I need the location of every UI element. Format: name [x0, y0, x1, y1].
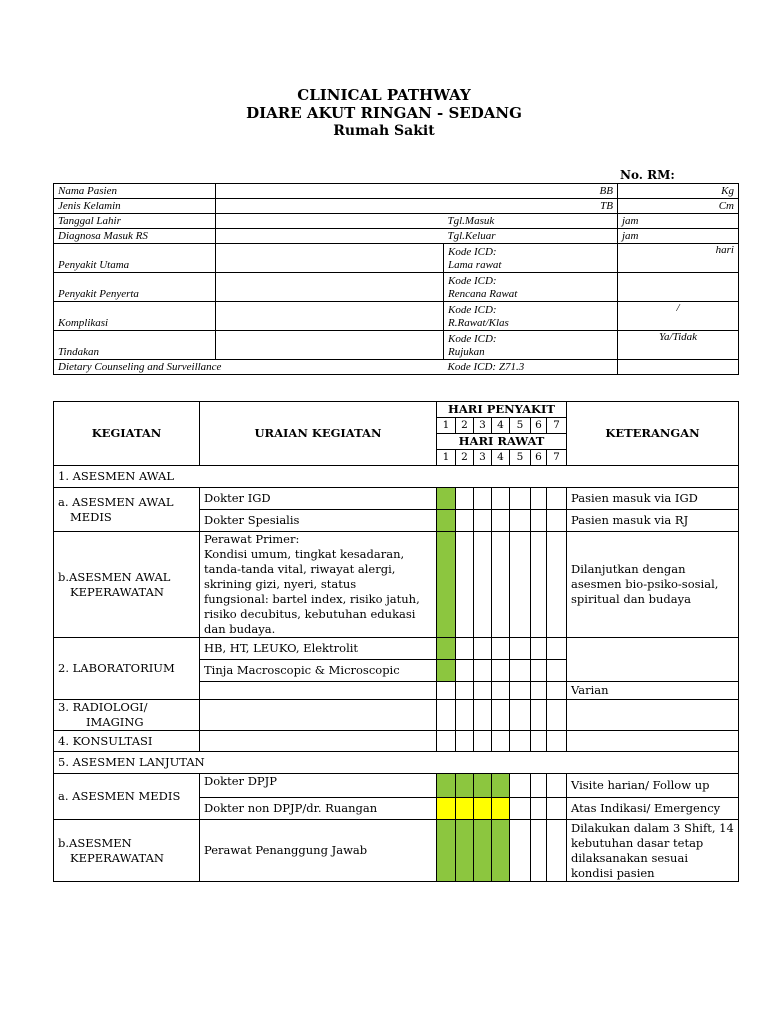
text-line: kondisi pasien	[571, 865, 655, 880]
day-cell	[456, 682, 474, 700]
day-cell-green	[437, 488, 456, 510]
day-cell	[492, 510, 510, 532]
label-slash: /	[618, 302, 739, 331]
text-line: Dilakukan dalam 3 Shift, 14	[571, 820, 734, 835]
day-cell	[531, 510, 547, 532]
day-cell	[492, 731, 510, 752]
blank-cell	[216, 244, 444, 273]
blank-cell	[216, 273, 444, 302]
day-cell	[510, 660, 531, 682]
info-row	[54, 331, 739, 360]
label-rencana-rawat: Rencana Rawat	[448, 288, 518, 300]
label-konsultasi: 4. KONSULTASI	[54, 731, 200, 752]
ket-blank	[567, 700, 739, 731]
uraian-blank	[200, 731, 437, 752]
day-cell	[531, 700, 547, 731]
day-cell	[474, 682, 492, 700]
label-line: KEPERAWATAN	[70, 584, 164, 599]
day-cell	[456, 660, 474, 682]
day-cell-green	[437, 660, 456, 682]
patient-info-table	[53, 183, 739, 375]
label-tindakan: Tindakan	[54, 331, 216, 360]
no-rm-label: No. RM:	[620, 168, 675, 182]
day-number: 3	[474, 450, 492, 466]
day-cell-green	[437, 638, 456, 660]
day-number: 1	[437, 450, 456, 466]
label-jenis-kelamin: Jenis Kelamin	[54, 199, 216, 214]
text-line: kebutuhan dasar tetap	[571, 835, 704, 850]
text-line: spiritual dan budaya	[571, 592, 691, 606]
blank-cell	[216, 214, 444, 229]
day-cell	[531, 638, 547, 660]
day-cell-green	[456, 774, 474, 798]
table-row	[54, 774, 739, 798]
day-cell	[531, 660, 547, 682]
section-row	[54, 466, 739, 488]
day-cell	[547, 774, 567, 798]
blank-cell	[618, 273, 739, 302]
label-asesmen-awal-medis	[54, 488, 200, 532]
day-cell	[547, 798, 567, 820]
header-hari-rawat: HARI RAWAT	[437, 434, 567, 450]
day-cell	[492, 638, 510, 660]
table-row	[54, 488, 739, 510]
day-cell-yellow	[492, 798, 510, 820]
day-number: 2	[456, 418, 474, 434]
day-cell	[474, 731, 492, 752]
label-jam-1: jam	[618, 214, 739, 229]
label-tgl-masuk: Tgl.Masuk	[444, 214, 618, 229]
uraian-dokter-dpjp: Dokter DPJP	[200, 774, 437, 798]
blank-cell	[216, 331, 444, 360]
day-cell	[510, 532, 531, 638]
header-kegiatan: KEGIATAN	[54, 402, 200, 466]
ket-rj: Pasien masuk via RJ	[567, 510, 739, 532]
day-cell	[492, 700, 510, 731]
day-cell	[510, 700, 531, 731]
day-cell	[547, 488, 567, 510]
day-cell	[547, 532, 567, 638]
day-cell	[510, 510, 531, 532]
text-line: asesmen bio-psiko-sosial,	[571, 577, 719, 591]
label-tanggal-lahir: Tanggal Lahir	[54, 214, 216, 229]
day-cell	[547, 660, 567, 682]
day-cell	[510, 638, 531, 660]
label-bb: BB	[216, 184, 618, 199]
icd-cell	[444, 244, 618, 273]
day-cell-yellow	[456, 798, 474, 820]
label-rawat-klas: R.Rawat/Klas	[448, 317, 509, 329]
day-number: 7	[547, 450, 567, 466]
day-cell-green	[492, 820, 510, 882]
day-cell-green	[456, 820, 474, 882]
day-cell	[456, 510, 474, 532]
day-cell	[492, 682, 510, 700]
label-tgl-keluar: Tgl.Keluar	[444, 229, 618, 244]
day-number: 4	[492, 450, 510, 466]
day-cell	[474, 638, 492, 660]
header-uraian: URAIAN KEGIATAN	[200, 402, 437, 466]
day-cell	[547, 731, 567, 752]
day-cell	[456, 532, 474, 638]
day-cell-green	[437, 774, 456, 798]
label-line: b.ASESMEN AWAL	[58, 569, 171, 584]
header-row	[54, 402, 739, 418]
day-cell	[531, 731, 547, 752]
ket-blank	[567, 731, 739, 752]
day-cell	[456, 700, 474, 731]
table-row	[54, 638, 739, 660]
day-cell	[437, 682, 456, 700]
day-cell	[547, 700, 567, 731]
label-hari: hari	[618, 244, 739, 273]
day-cell	[474, 660, 492, 682]
day-cell	[510, 731, 531, 752]
title-line-3: Rumah Sakit	[333, 123, 435, 139]
text-line: risiko decubitus, kebutuhan edukasi	[204, 607, 416, 621]
day-cell-yellow	[474, 798, 492, 820]
label-diagnosa-masuk: Diagnosa Masuk RS	[54, 229, 216, 244]
label-penyakit-penyerta: Penyakit Penyerta	[54, 273, 216, 302]
title-line-2: DIARE AKUT RINGAN - SEDANG	[246, 104, 522, 122]
ket-keperawatan	[567, 532, 739, 638]
label-line: b.ASESMEN	[58, 835, 132, 850]
day-cell	[510, 682, 531, 700]
day-number: 3	[474, 418, 492, 434]
label-dietary: Dietary Counseling and Surveillance	[54, 360, 444, 375]
label-line: IMAGING	[86, 715, 144, 729]
day-cell	[492, 660, 510, 682]
day-cell	[531, 820, 547, 882]
day-number: 6	[531, 418, 547, 434]
info-row	[54, 184, 739, 199]
day-cell-green	[437, 820, 456, 882]
day-cell	[437, 731, 456, 752]
label-radiologi	[54, 700, 200, 731]
blank-cell	[216, 229, 444, 244]
day-cell	[531, 682, 547, 700]
label-kode-icd: Kode ICD:	[448, 275, 497, 287]
text-line: Kondisi umum, tingkat kesadaran,	[204, 547, 405, 561]
info-row	[54, 273, 739, 302]
label-ya-tidak: Ya/Tidak	[618, 331, 739, 360]
day-cell-green	[474, 774, 492, 798]
label-kode-icd: Kode ICD:	[448, 333, 497, 345]
label-asesmen-keperawatan	[54, 820, 200, 882]
day-cell	[437, 700, 456, 731]
table-row	[54, 700, 739, 731]
ket-shift	[567, 820, 739, 882]
day-cell	[547, 510, 567, 532]
header-keterangan: KETERANGAN	[567, 402, 739, 466]
icd-cell	[444, 302, 618, 331]
day-cell	[510, 820, 531, 882]
label-line: MEDIS	[70, 509, 112, 524]
text-line: tanda-tanda vital, riwayat alergi,	[204, 562, 396, 576]
day-cell	[474, 510, 492, 532]
label-nama-pasien: Nama Pasien	[54, 184, 216, 199]
text-line: fungsional: bartel index, risiko jatuh,	[204, 592, 420, 606]
info-row	[54, 199, 739, 214]
ket-dpjp: Visite harian/ Follow up	[567, 774, 739, 798]
info-row	[54, 229, 739, 244]
table-row	[54, 820, 739, 882]
label-kg: Kg	[618, 184, 739, 199]
day-cell	[510, 798, 531, 820]
day-number: 1	[437, 418, 456, 434]
day-cell	[510, 774, 531, 798]
section-row	[54, 752, 739, 774]
label-kode-icd: Kode ICD:	[448, 304, 497, 316]
day-cell	[456, 488, 474, 510]
table-row	[54, 532, 739, 638]
uraian-lab-2: Tinja Macroscopic & Microscopic	[200, 660, 437, 682]
day-cell	[547, 638, 567, 660]
label-asesmen-awal-keperawatan	[54, 532, 200, 638]
day-cell	[492, 488, 510, 510]
day-cell	[474, 488, 492, 510]
day-number: 5	[510, 450, 531, 466]
day-cell	[474, 532, 492, 638]
label-komplikasi: Komplikasi	[54, 302, 216, 331]
uraian-dokter-igd: Dokter IGD	[200, 488, 437, 510]
day-cell-green	[437, 532, 456, 638]
day-cell	[547, 682, 567, 700]
text-line: dilaksanakan sesuai	[571, 850, 688, 865]
pathway-table	[53, 401, 739, 882]
uraian-lab-1: HB, HT, LEUKO, Elektrolit	[200, 638, 437, 660]
day-cell	[456, 638, 474, 660]
day-number: 2	[456, 450, 474, 466]
title-line-1: CLINICAL PATHWAY	[297, 86, 471, 104]
day-cell-yellow	[437, 798, 456, 820]
day-number: 4	[492, 418, 510, 434]
uraian-blank	[200, 700, 437, 731]
label-kode-icd-z: Kode ICD: Z71.3	[444, 360, 618, 375]
day-cell	[531, 532, 547, 638]
day-number: 6	[531, 450, 547, 466]
label-line: a. ASESMEN AWAL	[58, 494, 174, 509]
label-line: 3. RADIOLOGI/	[58, 700, 148, 714]
day-cell-green	[474, 820, 492, 882]
ket-igd: Pasien masuk via IGD	[567, 488, 739, 510]
label-penyakit-utama: Penyakit Utama	[54, 244, 216, 273]
label-rujukan: Rujukan	[448, 346, 485, 358]
uraian-dokter-non-dpjp: Dokter non DPJP/dr. Ruangan	[200, 798, 437, 820]
info-row	[54, 244, 739, 273]
section-asesmen-awal: 1. ASESMEN AWAL	[54, 466, 739, 488]
label-asesmen-medis: a. ASESMEN MEDIS	[54, 774, 200, 820]
day-cell	[531, 798, 547, 820]
day-number: 5	[510, 418, 531, 434]
label-lama-rawat: Lama rawat	[448, 259, 502, 271]
icd-cell	[444, 273, 618, 302]
info-row	[54, 302, 739, 331]
text-line: skrining gizi, nyeri, status	[204, 577, 357, 591]
label-jam-2: jam	[618, 229, 739, 244]
uraian-blank	[200, 682, 437, 700]
blank-cell	[618, 360, 739, 375]
table-row	[54, 731, 739, 752]
text-line: dan budaya.	[204, 622, 276, 636]
uraian-perawat-pj: Perawat Penanggung Jawab	[200, 820, 437, 882]
icd-cell	[444, 331, 618, 360]
ket-lab-blank	[567, 638, 739, 682]
header-hari-penyakit: HARI PENYAKIT	[437, 402, 567, 418]
label-line: KEPERAWATAN	[70, 850, 164, 865]
day-cell	[510, 488, 531, 510]
uraian-dokter-spesialis: Dokter Spesialis	[200, 510, 437, 532]
label-laboratorium: 2. LABORATORIUM	[54, 638, 200, 700]
section-asesmen-lanjutan: 5. ASESMEN LANJUTAN	[54, 752, 739, 774]
info-row	[54, 214, 739, 229]
day-cell	[474, 700, 492, 731]
label-cm: Cm	[618, 199, 739, 214]
ket-non-dpjp: Atas Indikasi/ Emergency	[567, 798, 739, 820]
day-cell	[531, 774, 547, 798]
text-line: Perawat Primer:	[204, 532, 300, 546]
blank-cell	[216, 302, 444, 331]
day-number: 7	[547, 418, 567, 434]
text-line: Dilanjutkan dengan	[571, 562, 686, 576]
day-cell	[547, 820, 567, 882]
label-kode-icd: Kode ICD:	[448, 246, 497, 258]
ket-varian: Varian	[567, 682, 739, 700]
info-row	[54, 360, 739, 375]
day-cell-green	[492, 774, 510, 798]
day-cell	[456, 731, 474, 752]
day-cell	[531, 488, 547, 510]
day-cell-green	[437, 510, 456, 532]
uraian-perawat-primer	[200, 532, 437, 638]
day-cell	[492, 532, 510, 638]
label-tb: TB	[216, 199, 618, 214]
